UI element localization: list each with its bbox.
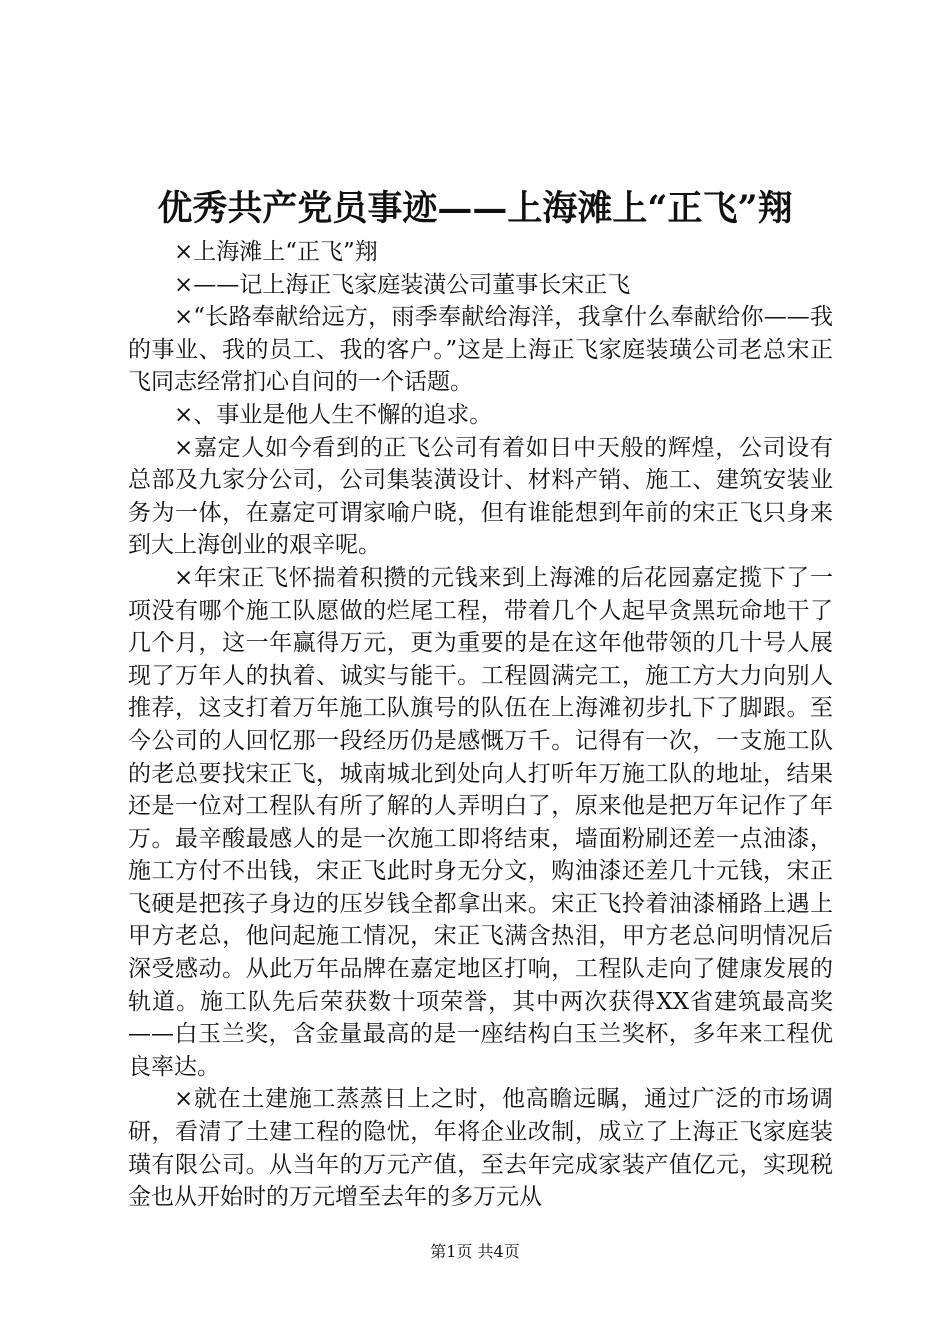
paragraph-opening-quote: ×“长路奉献给远方，雨季奉献给海洋，我拿什么奉献给你——我的事业、我的员工、我的客户。”这是上海正飞家庭装璜公司老总宋正飞同志经常扪心自问的一个话题。 (128, 304, 833, 396)
document-body (128, 236, 833, 1214)
paragraph-subtitle: ×上海滩上“正飞”翔 (174, 239, 378, 265)
page-footer: 第1页 共4页 (430, 1242, 520, 1261)
paragraph-company-overview: ×嘉定人如今看到的正飞公司有着如日中天般的辉煌，公司设有总部及九家分公司，公司集装潢设计、材料产销、施工、建筑安装业务为一体，在嘉定可谓家喻户晓，但有谁能想到年前的宋正飞只身来到大上海创业的艰辛呢。 (128, 434, 833, 559)
paragraph-restructuring: ×就在土建施工蒸蒸日上之时，他高瞻远瞩，通过广泛的市场调研，看清了土建工程的隐忧，年将企业改制，成立了上海正飞家庭装璜有限公司。从当年的万元产值，至去年完成家装产值亿元，实现税金也从开始时的万元增至去年的多万元从 (128, 1086, 833, 1211)
paragraph-section-heading: ×、事业是他人生不懈的追求。 (174, 401, 493, 428)
paragraph-early-history: ×年宋正飞怀揣着积攒的元钱来到上海滩的后花园嘉定揽下了一项没有哪个施工队愿做的烂尾工程，带着几个人起早贪黑玩命地干了几个月，这一年赢得万元，更为重要的是在这年他带领的几十号人展现了万年人的执着、诚实与能干。工程圆满完工，施工方大力向别人推荐，这支打着万年施工队旗号的队伍在上海滩初步扎下了脚跟。至今公司的人回忆那一段经历仍是感慨万千。记得有一次，一支施工队的老总要找宋正飞，城南城北到处向人打听年万施工队的地址，结果还是一位对工程队有所了解的人弄明白了，原来他是把万年记作了年万。最辛酸最感人的是一次施工即将结束，墙面粉刷还差一点油漆，施工方付不出钱，宋正飞此时身无分文，购油漆还差几十元钱，宋正飞硬是把孩子身边的压岁钱全都拿出来。宋正飞拎着油漆桶路上遇上甲方老总，他问起施工情况，宋正飞满含热泪，甲方老总问明情况后深受感动。从此万年品牌在嘉定地区打响，工程队走向了健康发展的轨道。施工队先后荣获数十项荣誉，其中两次获得XX省建筑最高奖——白玉兰奖，含金量最高的是一座结构白玉兰奖杯，多年来工程优良率达。 (128, 564, 833, 1080)
paragraph-byline: ×——记上海正飞家庭装潢公司董事长宋正飞 (174, 271, 631, 298)
document-title: 优秀共产党员事迹——上海滩上“正飞”翔 (157, 188, 793, 229)
